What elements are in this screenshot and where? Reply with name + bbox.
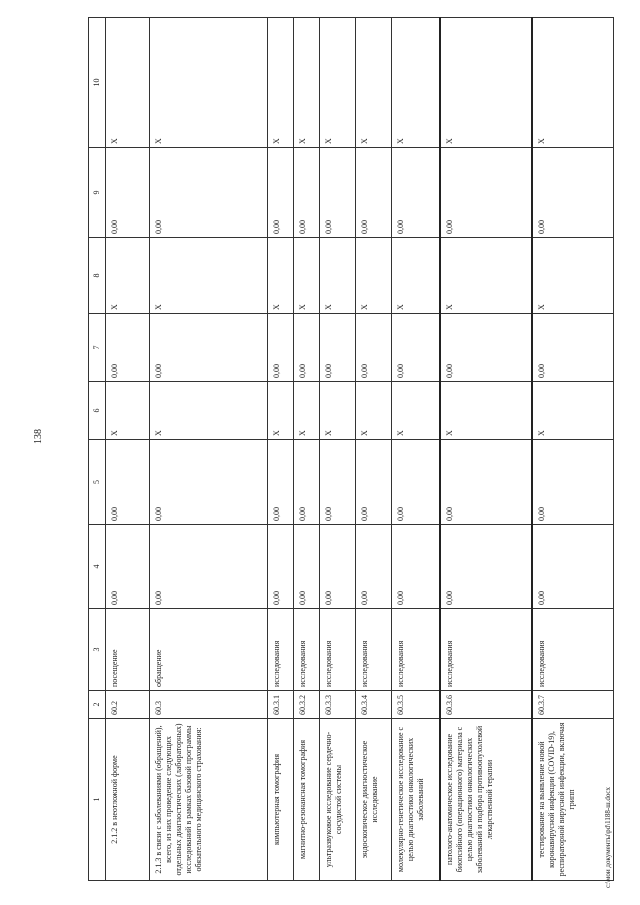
table-cell: 0,00: [320, 525, 356, 609]
table-cell: X: [106, 18, 150, 148]
table-cell: 0,00: [150, 440, 268, 525]
page-number: 138: [33, 429, 44, 444]
table-cell: 0,00: [532, 525, 614, 609]
header-cell: 8: [89, 238, 106, 314]
table-cell: 0,00: [150, 314, 268, 382]
table-row: [106, 18, 150, 881]
table-cell: исследования: [440, 609, 532, 691]
table-cell: 0,00: [294, 314, 320, 382]
footer-file-path: c:\мои документы\pd\1188-ш.docx: [604, 787, 612, 888]
table-cell: 0,00: [356, 148, 392, 238]
table-cell: 0,00: [268, 440, 294, 525]
table-cell: 0,00: [150, 148, 268, 238]
header-cell: 5: [89, 440, 106, 525]
table-cell: компьютерная томография: [268, 719, 294, 881]
table-cell: исследования: [392, 609, 440, 691]
table-cell: 60.3.1: [268, 691, 294, 719]
table-cell: X: [392, 382, 440, 440]
table-cell: 0,00: [392, 525, 440, 609]
table-cell: X: [106, 238, 150, 314]
table-cell: 60.3.2: [294, 691, 320, 719]
table-cell: исследования: [532, 609, 614, 691]
table-cell: исследования: [320, 609, 356, 691]
table-cell: 0,00: [320, 148, 356, 238]
header-cell: 4: [89, 525, 106, 609]
table-row: [268, 18, 294, 881]
table-cell: X: [532, 382, 614, 440]
table-cell: 60.3.4: [356, 691, 392, 719]
table-cell: 0,00: [392, 314, 440, 382]
table-cell: 0,00: [532, 314, 614, 382]
table-cell: 60.3.3: [320, 691, 356, 719]
table-cell: 60.3.6: [440, 691, 532, 719]
table-row: [440, 18, 532, 881]
table-row: [320, 18, 356, 881]
table-cell: 0,00: [440, 440, 532, 525]
table-cell: эндоскопическое диагностическое исследование: [356, 719, 392, 881]
table-cell: X: [294, 18, 320, 148]
header-cell: 6: [89, 382, 106, 440]
table-cell: 0,00: [356, 440, 392, 525]
table-cell: X: [268, 382, 294, 440]
header-cell: 10: [89, 18, 106, 148]
table-cell: 0,00: [392, 440, 440, 525]
table-cell: исследования: [268, 609, 294, 691]
table-cell: 0,00: [356, 314, 392, 382]
table-cell: 0,00: [106, 148, 150, 238]
table-row: [392, 18, 440, 881]
header-cell: 2: [89, 691, 106, 719]
table-row: [294, 18, 320, 881]
table-cell: 0,00: [150, 525, 268, 609]
header-cell: 3: [89, 609, 106, 691]
table-cell: 0,00: [268, 148, 294, 238]
table-cell: X: [320, 382, 356, 440]
table-cell: исследования: [356, 609, 392, 691]
table-cell: X: [294, 238, 320, 314]
table-cell: 60.3.7: [532, 691, 614, 719]
table-cell: X: [320, 238, 356, 314]
table-cell: X: [440, 382, 532, 440]
table-row: [356, 18, 392, 881]
table-cell: X: [268, 238, 294, 314]
table-cell: X: [320, 18, 356, 148]
table-cell: тестирование на выявление новой коронавирусной инфекции (COVID-19), респираторной вирусной инфекции, включая грипп: [532, 719, 614, 881]
table-cell: магнитно-резонансная томография: [294, 719, 320, 881]
table-cell: молекулярно-генетическое исследование с целью диагностики онкологических заболеваний: [392, 719, 440, 881]
table-cell: X: [150, 238, 268, 314]
table-cell: 2.1.3 в связи с заболеваниями (обращений), всего, из них проведение следующих отдельных диагностических (лабораторных) исследований в рамках базовой программы обязательного медицинского страхования:: [150, 719, 268, 881]
table-cell: 0,00: [440, 148, 532, 238]
table-cell: исследования: [294, 609, 320, 691]
data-table: [88, 17, 614, 881]
header-cell: 1: [89, 719, 106, 881]
table-cell: 0,00: [320, 314, 356, 382]
table-cell: обращение: [150, 609, 268, 691]
table-cell: 0,00: [294, 525, 320, 609]
table-cell: 0,00: [532, 148, 614, 238]
table-cell: X: [440, 18, 532, 148]
header-cell: 9: [89, 148, 106, 238]
table-cell: X: [268, 18, 294, 148]
table-cell: ультразвуковое исследование сердечно-сосудистой системы: [320, 719, 356, 881]
table-cell: 0,00: [440, 314, 532, 382]
rotated-table-container: [88, 18, 600, 881]
table-cell: X: [106, 382, 150, 440]
table-cell: X: [294, 382, 320, 440]
header-cell: 7: [89, 314, 106, 382]
table-cell: X: [356, 382, 392, 440]
table-cell: 0,00: [106, 440, 150, 525]
table-cell: X: [532, 238, 614, 314]
table-cell: X: [532, 18, 614, 148]
table-cell: 0,00: [294, 440, 320, 525]
table-cell: 0,00: [356, 525, 392, 609]
table-cell: 0,00: [392, 148, 440, 238]
table-cell: 60.2: [106, 691, 150, 719]
table-cell: X: [440, 238, 532, 314]
table-cell: 0,00: [106, 525, 150, 609]
table-cell: X: [150, 18, 268, 148]
table-cell: X: [356, 238, 392, 314]
table-cell: X: [356, 18, 392, 148]
table-cell: 0,00: [320, 440, 356, 525]
table-cell: 0,00: [440, 525, 532, 609]
table-cell: X: [150, 382, 268, 440]
table-header-row: [89, 18, 106, 881]
table-cell: 0,00: [268, 525, 294, 609]
table-cell: посещение: [106, 609, 150, 691]
table-cell: 0,00: [106, 314, 150, 382]
table-cell: 0,00: [268, 314, 294, 382]
table-cell: 2.1.2 в неотложной форме: [106, 719, 150, 881]
table-cell: 0,00: [294, 148, 320, 238]
table-cell: патолого-анатомическое исследование биопсийного (операционного) материала с целью диагностики онкологических заболеваний и подбора противоопухолевой лекарственной терапии: [440, 719, 532, 881]
table-cell: 60.3: [150, 691, 268, 719]
table-cell: 0,00: [532, 440, 614, 525]
table-row: [150, 18, 268, 881]
table-cell: 60.3.5: [392, 691, 440, 719]
table-cell: X: [392, 18, 440, 148]
table-cell: X: [392, 238, 440, 314]
table-row: [532, 18, 614, 881]
